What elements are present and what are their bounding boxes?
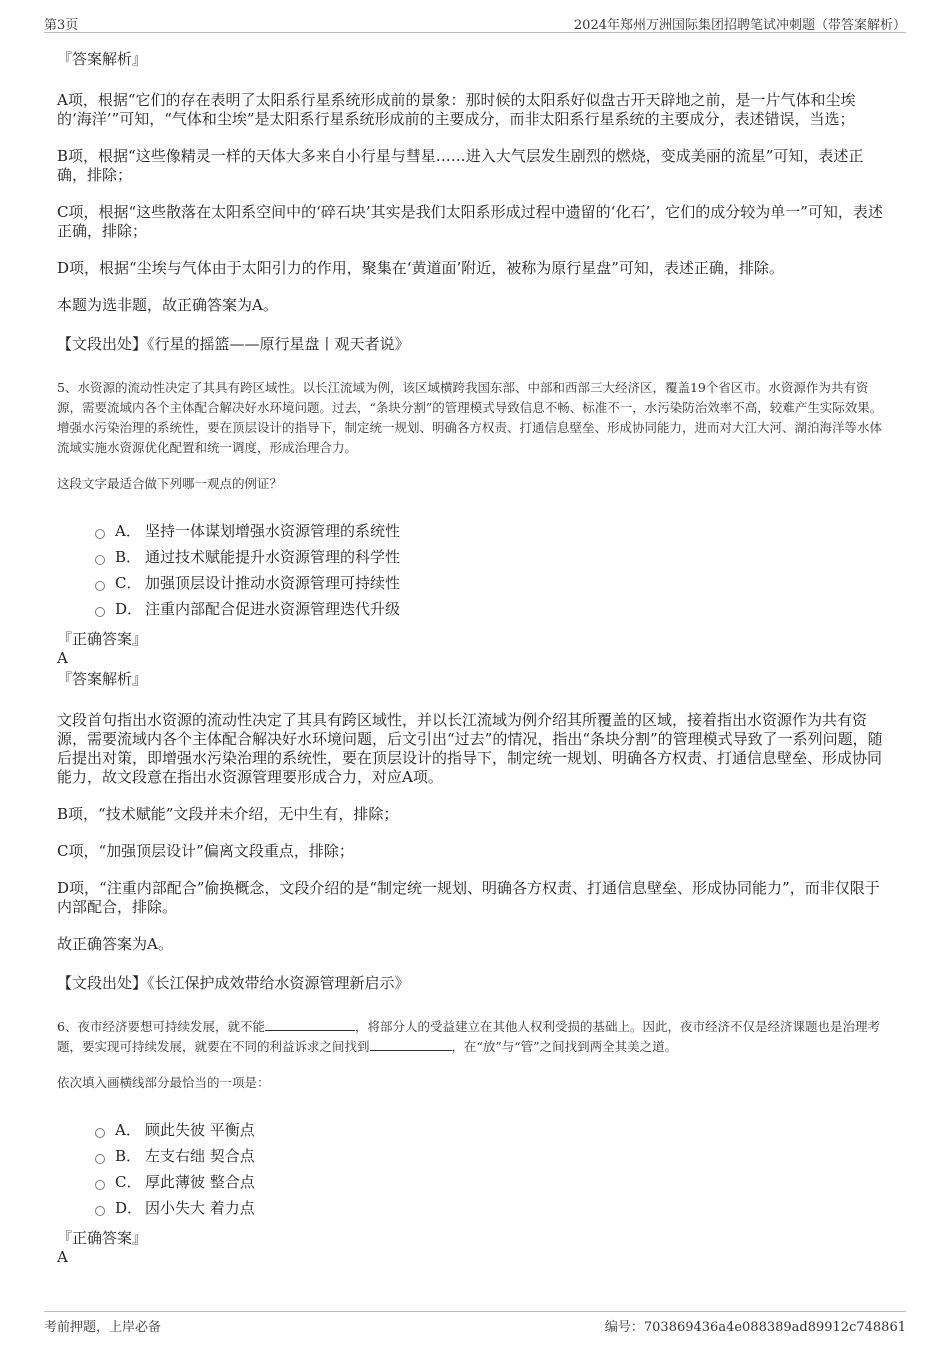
q5-analysis-main: 文段首句指出水资源的流动性决定了其具有跨区域性，并以长江流域为例介绍其所覆盖的区域，接着指出水资源作为共有资源，需要流域内各个主体配合解决好水环境问题，后文引出“过去”的情况，指出“条块分割”的管理模式导致了一系列问题，随后提出对策，即增强水污染治理的系统性，要在顶层设计的指导下，制定统一规划、明确各方权责、打通信息壁垒、形成协同能力，故文段意在指出水资源管理要形成合力，对应A项。 bbox=[57, 711, 883, 786]
q4-source: 【文段出处】《行星的摇篮——原行星盘丨观天者说》 bbox=[57, 335, 410, 353]
q6-option-a[interactable] bbox=[95, 1117, 887, 1143]
radio-icon[interactable] bbox=[95, 581, 105, 591]
option-label: D． bbox=[115, 1199, 143, 1217]
q6-prompt: 依次填入画横线部分最恰当的一项是： bbox=[57, 1075, 270, 1090]
q4-analysis-para-a: A项，根据“它们的存在表明了太阳系行星系统形成前的景象：那时候的太阳系好似盘古开天辟地之前，是一片气体和尘埃的‘海洋’”可知，“气体和尘埃”是太阳系行星系统形成前的主要成分，而非太阳系行星系统的主要成分，表述错误，当选； bbox=[57, 91, 856, 128]
radio-icon[interactable] bbox=[95, 1206, 105, 1216]
q5-prompt: 这段文字最适合做下列哪一观点的例证？ bbox=[57, 476, 283, 491]
option-text: 坚持一体谋划增强水资源管理的系统性 bbox=[145, 522, 401, 540]
q6-text-part2: ，将部分人的受益建立在其他人权利受损的基础上。因此，夜市经济不仅是经济课题也是治理考题，要实现可持续发展，就要在不同的利益诉求之间找到 bbox=[57, 1019, 880, 1054]
q4-analysis-para-b: B项，根据“这些像精灵一样的天体大多来自小行星与彗星……进入大气层发生剧烈的燃烧，变成美丽的流星”可知，表述正确，排除； bbox=[57, 147, 864, 184]
q4-analysis-label: 『答案解析』 bbox=[57, 50, 148, 68]
footer-slogan: 考前押题，上岸必备 bbox=[44, 1320, 162, 1335]
q6-option-d[interactable] bbox=[95, 1195, 887, 1221]
page-content bbox=[57, 44, 887, 1267]
q6-correct-answer: A bbox=[57, 1248, 68, 1266]
option-text: 通过技术赋能提升水资源管理的科学性 bbox=[145, 548, 401, 566]
radio-icon[interactable] bbox=[95, 1128, 105, 1138]
option-label: A． bbox=[115, 522, 141, 540]
radio-icon[interactable] bbox=[95, 529, 105, 539]
q5-source: 【文段出处】《长江保护成效带给水资源管理新启示》 bbox=[57, 974, 410, 992]
q5-analysis-d: D项，“注重内部配合”偷换概念，文段介绍的是“制定统一规划、明确各方权责、打通信息壁垒、形成协同能力”，而非仅限于内部配合，排除。 bbox=[57, 879, 880, 916]
option-label: D． bbox=[115, 600, 143, 618]
option-text: 因小失大 着力点 bbox=[145, 1199, 255, 1217]
q6-option-b[interactable] bbox=[95, 1143, 887, 1169]
q4-conclusion: 本题为选非题，故正确答案为A。 bbox=[57, 296, 278, 314]
q5-options bbox=[95, 518, 887, 622]
q6-text-part1: 6、夜市经济要想可持续发展，就不能 bbox=[57, 1019, 265, 1034]
option-label: B． bbox=[115, 548, 142, 566]
radio-icon[interactable] bbox=[95, 607, 105, 617]
option-text: 注重内部配合促进水资源管理迭代升级 bbox=[145, 600, 401, 618]
q5-analysis-label: 『答案解析』 bbox=[57, 670, 148, 688]
q6-options bbox=[95, 1117, 887, 1221]
q6-text bbox=[57, 1017, 887, 1057]
page-number: 第3页 bbox=[44, 18, 79, 33]
radio-icon[interactable] bbox=[95, 1180, 105, 1190]
q6-blank-2 bbox=[370, 1037, 452, 1051]
q5-text: 5、水资源的流动性决定了其具有跨区域性。以长江流域为例，该区域横跨我国东部、中部和西部三大经济区，覆盖19个省区市。水资源作为共有资源，需要流域内各个主体配合解决好水环境问题。过去，“条块分割”的管理模式导致信息不畅、标准不一，水污染防治效率不高，较难产生实际效果。增强水污染治理的系统性，要在顶层设计的指导下，制定统一规划、明确各方权责、打通信息壁垒、形成协同能力，进而对大江大河、湖泊海洋等水体流域实施水资源优化配置和统一调度，形成治理合力。 bbox=[57, 380, 883, 455]
footer-document-id: 编号：703869436a4e088389ad89912c748861 bbox=[604, 1320, 906, 1335]
q4-analysis-para-d: D项，根据“尘埃与气体由于太阳引力的作用，聚集在‘黄道面’附近，被称为原行星盘”可知，表述正确，排除。 bbox=[57, 259, 784, 277]
option-text: 顾此失彼 平衡点 bbox=[145, 1121, 255, 1139]
option-label: C． bbox=[115, 574, 142, 592]
q5-option-a[interactable] bbox=[95, 518, 887, 544]
q5-analysis-c: C项，“加强顶层设计”偏离文段重点，排除； bbox=[57, 842, 354, 860]
radio-icon[interactable] bbox=[95, 555, 105, 565]
option-text: 左支右绌 契合点 bbox=[145, 1147, 255, 1165]
q6-correct-label: 『正确答案』 bbox=[57, 1229, 148, 1247]
q5-conclusion: 故正确答案为A。 bbox=[57, 935, 173, 953]
q5-correct-label: 『正确答案』 bbox=[57, 630, 148, 648]
option-text: 厚此薄彼 整合点 bbox=[145, 1173, 255, 1191]
radio-icon[interactable] bbox=[95, 1154, 105, 1164]
option-text: 加强顶层设计推动水资源管理可持续性 bbox=[145, 574, 401, 592]
option-label: A． bbox=[115, 1121, 141, 1139]
q6-option-c[interactable] bbox=[95, 1169, 887, 1195]
option-label: C． bbox=[115, 1173, 142, 1191]
q5-option-d[interactable] bbox=[95, 596, 887, 622]
q6-text-part3: ，在“放”与“管”之间找到两全其美之道。 bbox=[451, 1039, 678, 1054]
q5-analysis-b: B项，“技术赋能”文段并未介绍，无中生有，排除； bbox=[57, 805, 399, 823]
q5-option-b[interactable] bbox=[95, 544, 887, 570]
page-footer bbox=[44, 1311, 906, 1336]
document-title: 2024年郑州万洲国际集团招聘笔试冲刺题（带答案解析） bbox=[573, 18, 906, 33]
option-label: B． bbox=[115, 1147, 142, 1165]
q5-option-c[interactable] bbox=[95, 570, 887, 596]
q6-blank-1 bbox=[265, 1017, 355, 1031]
page-header bbox=[44, 10, 906, 33]
q5-correct-answer: A bbox=[57, 649, 68, 667]
q4-analysis-para-c: C项，根据“这些散落在太阳系空间中的‘碎石块’其实是我们太阳系形成过程中遗留的‘化石’，它们的成分较为单一”可知，表述正确，排除； bbox=[57, 203, 883, 240]
